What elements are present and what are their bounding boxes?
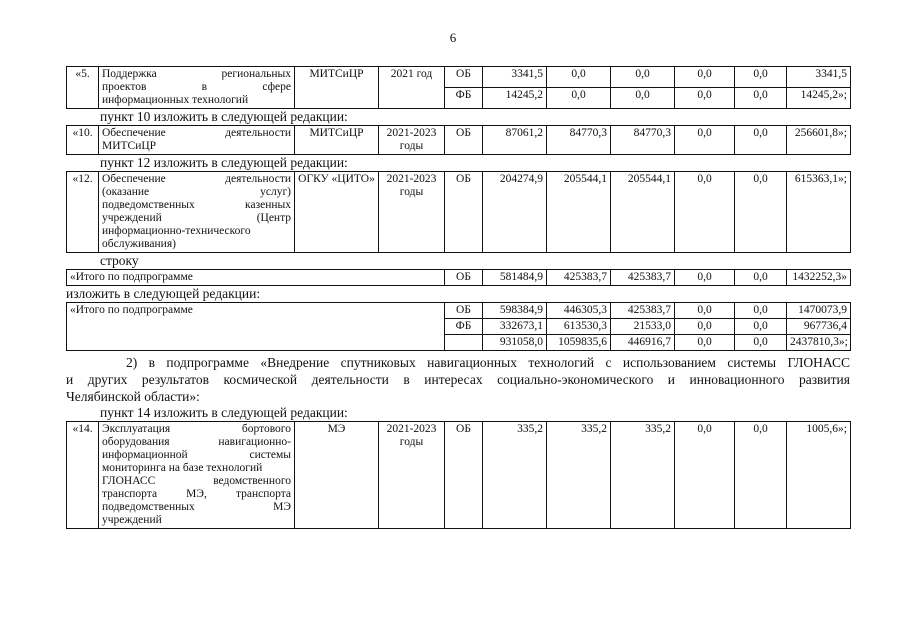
cell-value: 425383,7 — [547, 270, 611, 286]
cell-value: 425383,7 — [611, 270, 675, 286]
row-executor: МИТСиЦР — [295, 67, 379, 109]
cell-value: 0,0 — [735, 319, 787, 335]
cell-value: 205544,1 — [611, 172, 675, 253]
cell-value: 204274,9 — [483, 172, 547, 253]
cell-value: 84770,3 — [611, 126, 675, 155]
table-total-new — [66, 302, 851, 351]
cell-value: 0,0 — [735, 422, 787, 529]
paragraph-line: 2) в подпрограмме «Внедрение спутниковых навигационных технологий с использованием системы ГЛОНАСС — [126, 355, 850, 370]
row-source: ФБ — [445, 319, 483, 335]
cell-value: 446305,3 — [547, 303, 611, 319]
cell-total: 1005,6»; — [787, 422, 851, 529]
row-number: «14. — [67, 422, 99, 529]
table-row10 — [66, 125, 851, 155]
cell-value: 84770,3 — [547, 126, 611, 155]
total-label: «Итого по подпрограмме — [67, 270, 445, 286]
text-point-14: пункт 14 изложить в следующей редакции: — [100, 405, 348, 420]
cell-total: 1432252,3» — [787, 270, 851, 286]
row-source: ОБ — [445, 126, 483, 155]
row-number: «12. — [67, 172, 99, 253]
table-row14 — [66, 421, 851, 529]
cell-value: 0,0 — [675, 270, 735, 286]
document-content — [66, 66, 850, 529]
cell-value: 0,0 — [735, 270, 787, 286]
row-source — [445, 335, 483, 351]
text-point-10: пункт 10 изложить в следующей редакции: — [100, 109, 348, 124]
cell-value: 425383,7 — [611, 303, 675, 319]
table-row — [67, 422, 851, 529]
cell-value: 21533,0 — [611, 319, 675, 335]
cell-total: 615363,1»; — [787, 172, 851, 253]
cell-value: 581484,9 — [483, 270, 547, 286]
table-row — [67, 270, 851, 286]
cell-value: 0,0 — [611, 67, 675, 88]
row-period: 2021-2023 годы — [379, 422, 445, 529]
row-period: 2021 год — [379, 67, 445, 109]
row-source: ОБ — [445, 172, 483, 253]
paragraph-2 — [66, 354, 850, 405]
cell-value: 0,0 — [735, 88, 787, 109]
table-row12 — [66, 171, 851, 253]
row-executor: МЭ — [295, 422, 379, 529]
cell-value: 3341,5 — [483, 67, 547, 88]
cell-value: 0,0 — [611, 88, 675, 109]
paragraph-line: и других результатов космической деятельности в интересах социально-экономического и инновационного развития — [66, 372, 850, 387]
row-source: ОБ — [445, 303, 483, 319]
cell-total: 3341,5 — [787, 67, 851, 88]
row-name: Обеспечение деятельности МИТСиЦР — [99, 126, 295, 155]
table-row — [67, 303, 851, 319]
cell-value: 1059835,6 — [547, 335, 611, 351]
cell-value: 0,0 — [547, 88, 611, 109]
cell-value: 0,0 — [675, 335, 735, 351]
cell-value: 0,0 — [675, 67, 735, 88]
row-number: «5. — [67, 67, 99, 109]
cell-value: 0,0 — [735, 303, 787, 319]
cell-value: 332673,1 — [483, 319, 547, 335]
cell-value: 87061,2 — [483, 126, 547, 155]
cell-value: 0,0 — [675, 172, 735, 253]
table-total-old — [66, 269, 851, 286]
cell-value: 335,2 — [611, 422, 675, 529]
text-izlozhit: изложить в следующей редакции: — [66, 286, 261, 301]
cell-total: 256601,8»; — [787, 126, 851, 155]
row-source: ОБ — [445, 67, 483, 88]
cell-value: 0,0 — [675, 303, 735, 319]
table-row — [67, 126, 851, 155]
row-name: Обеспечение деятельности (оказание услуг) подведомственных казенных учреждений (Центр информационно-технического обслуживания) — [99, 172, 295, 253]
cell-total: 967736,4 — [787, 319, 851, 335]
row-source: ОБ — [445, 422, 483, 529]
cell-value: 0,0 — [675, 422, 735, 529]
cell-value: 0,0 — [675, 319, 735, 335]
row-source: ОБ — [445, 270, 483, 286]
cell-total: 14245,2»; — [787, 88, 851, 109]
row-number: «10. — [67, 126, 99, 155]
row-executor: ОГКУ «ЦИТО» — [295, 172, 379, 253]
page-number: 6 — [449, 30, 457, 45]
row-name: Поддержка региональных проектов в сфере информационных технологий — [99, 67, 295, 109]
table-row — [67, 67, 851, 88]
cell-total: 1470073,9 — [787, 303, 851, 319]
table-row5 — [66, 66, 851, 109]
table-row — [67, 172, 851, 253]
cell-value: 0,0 — [735, 67, 787, 88]
row-period: 2021-2023 годы — [379, 126, 445, 155]
cell-value: 931058,0 — [483, 335, 547, 351]
row-period: 2021-2023 годы — [379, 172, 445, 253]
cell-value: 0,0 — [735, 126, 787, 155]
cell-value: 205544,1 — [547, 172, 611, 253]
text-point-12: пункт 12 изложить в следующей редакции: — [100, 155, 348, 170]
cell-value: 0,0 — [675, 126, 735, 155]
cell-value: 0,0 — [735, 335, 787, 351]
cell-value: 335,2 — [483, 422, 547, 529]
cell-value: 446916,7 — [611, 335, 675, 351]
cell-value: 0,0 — [547, 67, 611, 88]
row-name: Эксплуатация бортового оборудования навигационно- информационной системы мониторинга на базе технологий ГЛОНАСС ведомственного транспорта МЭ, транспорта подведомственных МЭ учреждений — [99, 422, 295, 529]
cell-value: 0,0 — [735, 172, 787, 253]
cell-value: 14245,2 — [483, 88, 547, 109]
text-stroku: строку — [100, 253, 139, 268]
row-source: ФБ — [445, 88, 483, 109]
paragraph-line: Челябинской области»: — [66, 389, 200, 404]
cell-value: 0,0 — [675, 88, 735, 109]
cell-value: 335,2 — [547, 422, 611, 529]
cell-value: 613530,3 — [547, 319, 611, 335]
total-label: «Итого по подпрограмме — [67, 303, 445, 351]
row-executor: МИТСиЦР — [295, 126, 379, 155]
cell-total: 2437810,3»; — [787, 335, 851, 351]
cell-value: 598384,9 — [483, 303, 547, 319]
